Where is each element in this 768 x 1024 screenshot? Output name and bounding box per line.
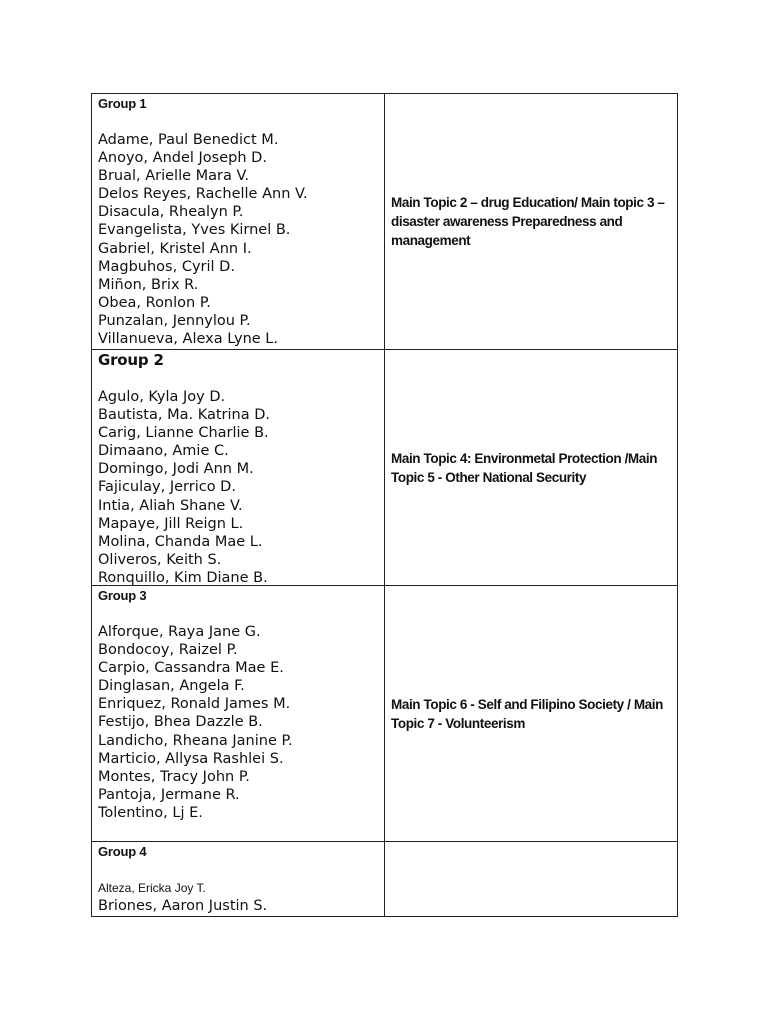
member-name: Dimaano, Amie C. [98,443,229,460]
member-name: Marticio, Allysa Rashlei S. [98,750,284,767]
member-name: Mapaye, Jill Reign L. [98,515,244,532]
spacer [98,860,384,879]
group-2-heading: Group 2 [98,351,164,369]
member-name: Delos Reyes, Rachelle Ann V. [98,186,308,203]
group-3-topic-cell [385,586,677,841]
group-1-member-list [98,131,384,348]
member-name: Enriquez, Ronald James M. [98,696,291,713]
member-name: Disacula, Rhealyn P. [98,204,244,221]
member-name: Alforque, Raya Jane G. [98,624,261,640]
member-name: Carig, Lianne Charlie B. [98,425,269,442]
member-name: Brual, Arielle Mara V. [98,168,250,185]
member-name: Briones, Aaron Justin S. [98,898,268,914]
group-3-members-cell [92,586,385,841]
member-name: Adame, Paul Benedict M. [98,132,279,148]
group-3-member-list [98,623,384,822]
member-name: Carpio, Cassandra Mae E. [98,660,284,677]
member-name: Miñon, Brix R. [98,276,199,293]
member-name: Oliveros, Keith S. [98,551,222,568]
member-name: Anoyo, Andel Joseph D. [98,150,267,167]
group-1-topic-cell [385,94,677,349]
member-name: Landicho, Rheana Janine P. [98,732,293,749]
member-name: Gabriel, Kristel Ann I. [98,240,252,257]
member-name: Fajiculay, Jerrico D. [98,479,236,496]
member-name: Pantoja, Jermane R. [98,786,240,803]
group-1-members-cell [92,94,385,349]
member-name: Tolentino, Lj E. [98,804,203,821]
group-3-topic: Main Topic 6 - Self and Filipino Society / Main Topic 7 - Volunteerism [391,696,663,731]
spacer [98,369,384,388]
member-name: Domingo, Jodi Ann M. [98,461,254,478]
group-2-member-list [98,388,384,585]
group-1-heading: Group 1 [98,96,147,111]
member-name: Intia, Aliah Shane V. [98,497,243,514]
group-2-members-cell [92,350,385,585]
member-name: Villanueva, Alexa Lyne L. [98,331,278,348]
member-name: Evangelista, Yves Kirnel B. [98,222,291,239]
member-name: Molina, Chanda Mae L. [98,533,263,550]
member-name: Ronquillo, Kim Diane B. [98,569,268,585]
group-4-heading: Group 4 [98,844,147,859]
group-4-member-list [98,879,384,915]
member-name: Montes, Tracy John P. [98,768,250,785]
member-name: Punzalan, Jennylou P. [98,312,251,329]
group-1-topic: Main Topic 2 – drug Education/ Main topic 3 – disaster awareness Preparedness and management [391,195,665,248]
group-2-topic: Main Topic 4: Environmetal Protection /Main Topic 5 - Other National Security [391,450,658,485]
table-row-group-2 [92,349,677,585]
group-4-topic-cell [385,842,677,916]
member-name: Dinglasan, Angela F. [98,678,245,695]
table-row-group-1 [92,94,677,349]
member-name: Magbuhos, Cyril D. [98,258,235,275]
table-row-group-3 [92,585,677,841]
member-name: Agulo, Kyla Joy D. [98,389,226,405]
group-4-members-cell [92,842,385,916]
spacer [98,604,384,623]
table-row-group-4 [92,841,677,916]
group-3-heading: Group 3 [98,588,147,603]
member-name: Alteza, Ericka Joy T. [98,881,206,895]
group-2-topic-cell [385,350,677,585]
spacer [98,112,384,131]
member-name: Obea, Ronlon P. [98,294,211,311]
group-assignment-table [91,93,678,917]
member-name: Bautista, Ma. Katrina D. [98,407,270,424]
member-name: Festijo, Bhea Dazzle B. [98,714,263,731]
member-name: Bondocoy, Raizel P. [98,642,238,659]
